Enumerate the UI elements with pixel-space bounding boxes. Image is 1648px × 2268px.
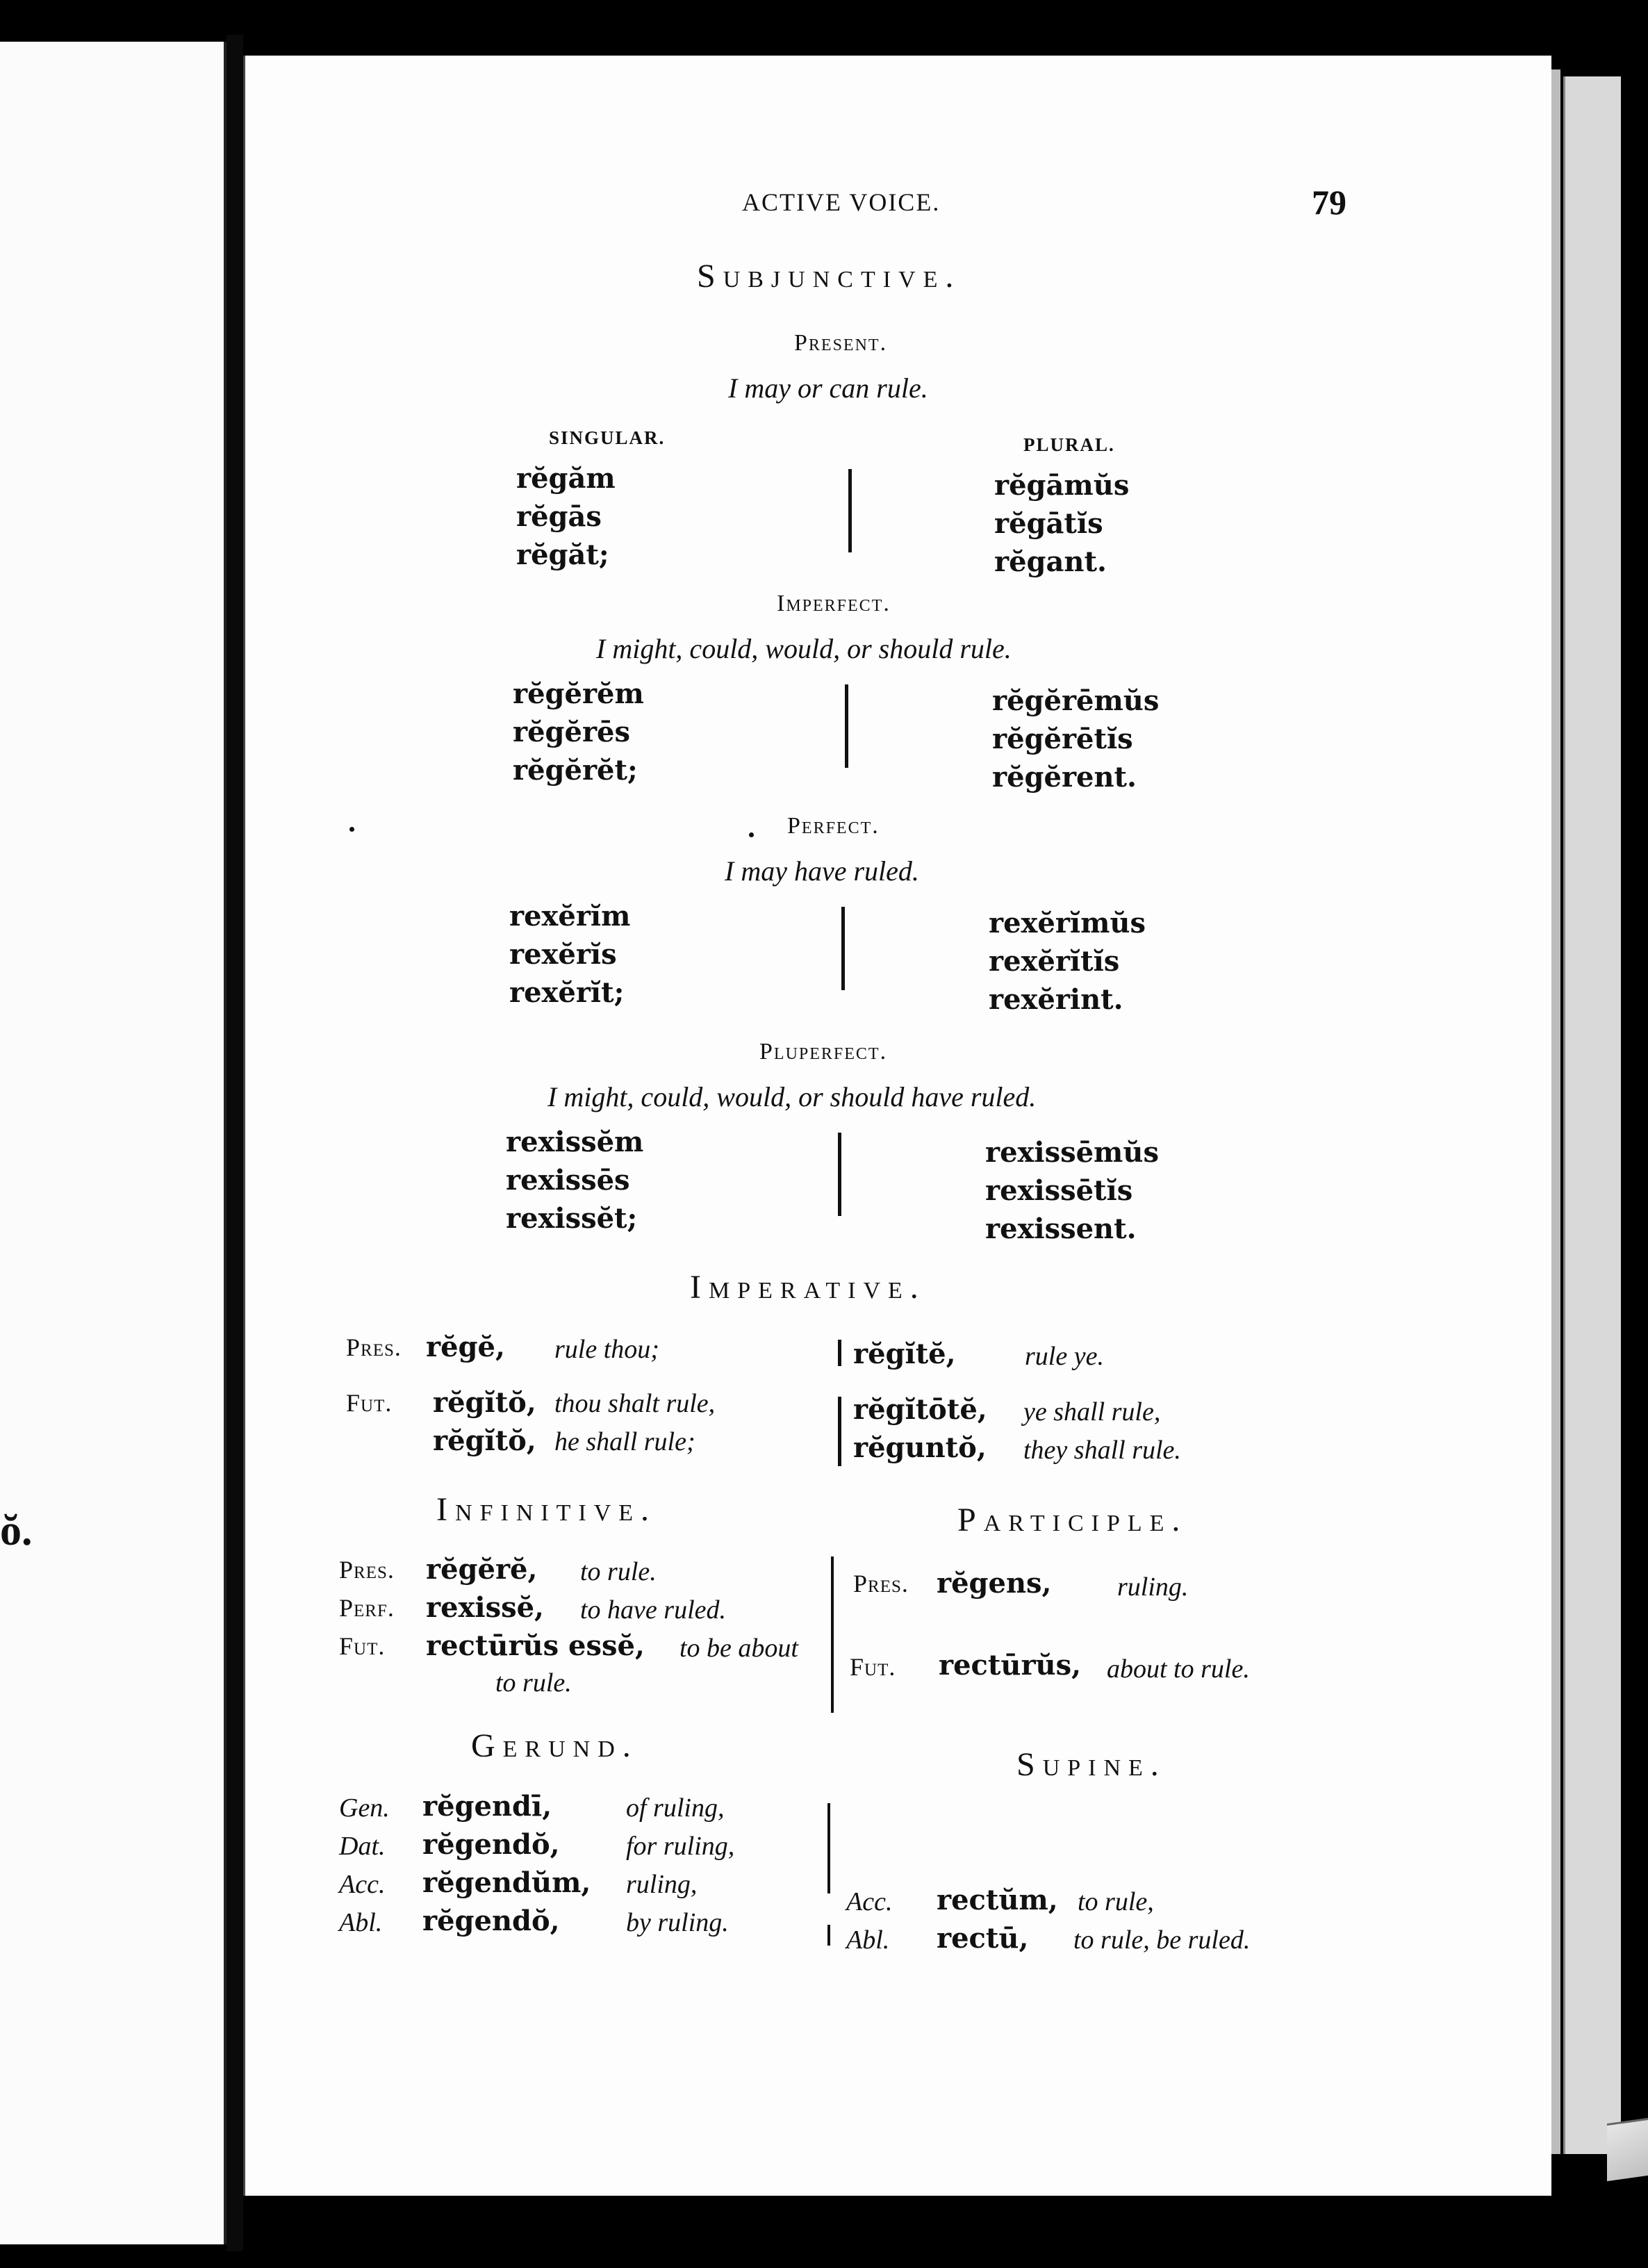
infinitive-heading: Infinitive. <box>436 1491 657 1528</box>
present-plural-2: rĕgātĭs <box>994 507 1103 540</box>
infinitive-participle-divider <box>831 1556 834 1713</box>
pluperfect-singular-3: rexissĕt; <box>506 1202 638 1235</box>
imperfect-plural-3: rĕgĕrent. <box>992 761 1137 794</box>
pluperfect-singular-1: rexissĕm <box>506 1126 644 1158</box>
imperative-pres-form: rĕgĕ, <box>426 1331 505 1363</box>
perfect-singular-3: rexĕrĭt; <box>509 976 625 1009</box>
imperative-pres-divider <box>838 1340 841 1366</box>
imperative-fut-form-1: rĕgĭtŏ, <box>433 1386 536 1419</box>
plural-column-heading: PLURAL. <box>1023 434 1115 455</box>
imperative-heading: Imperative. <box>690 1269 926 1306</box>
perfect-heading: Perfect. <box>787 813 880 839</box>
stray-mark <box>749 832 754 837</box>
imperative-fut-label: Fut. <box>346 1389 393 1417</box>
gerund-form-abl: rĕgendŏ, <box>422 1905 560 1937</box>
infinitive-fut-label: Fut. <box>339 1632 386 1660</box>
gerund-case-dat: Dat. <box>339 1832 386 1861</box>
participle-pres-gloss: ruling. <box>1117 1572 1189 1602</box>
pluperfect-heading: Pluperfect. <box>759 1039 888 1065</box>
infinitive-perf-label: Perf. <box>339 1594 395 1622</box>
gerund-case-gen: Gen. <box>339 1793 390 1823</box>
participle-fut-gloss: about to rule. <box>1107 1654 1250 1684</box>
supine-gloss-acc: to rule, <box>1078 1887 1154 1916</box>
imperative-fut-gloss-plural-2: they shall rule. <box>1023 1436 1181 1465</box>
present-singular-1: rĕgăm <box>516 462 616 495</box>
imperfect-meaning: I might, could, would, or should rule. <box>596 633 1012 664</box>
imperfect-divider <box>845 684 848 768</box>
imperative-fut-form-plural-2: rĕguntŏ, <box>853 1431 987 1464</box>
gerund-case-abl: Abl. <box>339 1908 383 1937</box>
page-edge-shadow <box>1551 69 1560 2154</box>
present-plural-3: rĕgant. <box>994 545 1107 578</box>
infinitive-pres-form: rĕgĕrĕ, <box>426 1553 538 1586</box>
imperative-fut-form-2: rĕgĭtŏ, <box>433 1424 536 1457</box>
supine-form-acc: rectŭm, <box>937 1884 1058 1916</box>
gerund-gloss-gen: of ruling, <box>626 1793 725 1823</box>
perfect-meaning: I may have ruled. <box>725 855 919 887</box>
perfect-plural-2: rexĕrĭtĭs <box>989 945 1120 978</box>
pluperfect-divider <box>838 1133 841 1216</box>
perfect-singular-1: rexĕrĭm <box>509 900 631 932</box>
present-divider <box>848 469 852 552</box>
gerund-supine-divider-lower <box>827 1925 830 1946</box>
facing-page <box>0 42 226 2244</box>
infinitive-fut-form: rectūrŭs essĕ, <box>426 1629 645 1662</box>
present-meaning: I may or can rule. <box>728 372 928 404</box>
infinitive-perf-form: rexissĕ, <box>426 1591 544 1624</box>
gerund-form-gen: rĕgendī, <box>422 1790 552 1823</box>
participle-fut-form: rectūrŭs, <box>939 1649 1082 1682</box>
infinitive-pres-gloss: to rule. <box>580 1557 657 1586</box>
imperative-fut-gloss-plural-1: ye shall rule, <box>1023 1397 1161 1427</box>
participle-heading: Participle. <box>957 1502 1188 1538</box>
supine-form-abl: rectū, <box>937 1922 1029 1955</box>
participle-fut-label: Fut. <box>850 1653 896 1681</box>
pluperfect-plural-1: rexissēmŭs <box>985 1136 1159 1169</box>
infinitive-fut-gloss-1: to be about <box>679 1634 798 1663</box>
supine-case-abl: Abl. <box>846 1925 890 1955</box>
gerund-gloss-abl: by ruling. <box>626 1908 729 1937</box>
gerund-supine-divider <box>827 1803 830 1893</box>
present-singular-2: rĕgās <box>516 500 602 533</box>
book-page <box>243 56 1551 2196</box>
imperative-fut-divider <box>838 1397 841 1466</box>
participle-pres-form: rĕgens, <box>937 1567 1052 1600</box>
pluperfect-plural-3: rexissent. <box>985 1213 1137 1245</box>
gerund-form-acc: rĕgendŭm, <box>422 1866 591 1899</box>
gerund-gloss-acc: ruling, <box>626 1870 698 1899</box>
imperative-pres-form-plural: rĕgĭtĕ, <box>853 1338 956 1370</box>
gerund-gloss-dat: for ruling, <box>626 1832 735 1861</box>
subjunctive-heading: Subjunctive. <box>697 258 962 295</box>
imperfect-singular-3: rĕgĕrĕt; <box>513 754 638 787</box>
imperative-fut-form-plural-1: rĕgĭtōtĕ, <box>853 1393 987 1426</box>
singular-column-heading: SINGULAR. <box>549 427 666 448</box>
supine-case-acc: Acc. <box>846 1887 893 1916</box>
perfect-divider <box>841 907 845 990</box>
gerund-heading: Gerund. <box>471 1727 638 1764</box>
participle-pres-label: Pres. <box>853 1570 909 1597</box>
present-heading: Present. <box>794 330 888 356</box>
page-edges <box>1563 76 1621 2154</box>
gerund-case-acc: Acc. <box>339 1870 386 1899</box>
pluperfect-plural-2: rexissētĭs <box>985 1174 1133 1207</box>
imperfect-plural-1: rĕgĕrēmŭs <box>992 684 1160 717</box>
imperfect-singular-2: rĕgĕrēs <box>513 716 630 748</box>
pluperfect-singular-2: rexissēs <box>506 1164 630 1197</box>
imperative-fut-gloss-2: he shall rule; <box>554 1427 695 1456</box>
imperative-fut-gloss-1: thou shalt rule, <box>554 1389 716 1418</box>
infinitive-pres-label: Pres. <box>339 1556 395 1584</box>
present-singular-3: rĕgăt; <box>516 539 609 571</box>
perfect-singular-2: rexĕrĭs <box>509 938 617 971</box>
imperative-pres-label: Pres. <box>346 1333 402 1361</box>
running-title: ACTIVE VOICE. <box>742 188 941 216</box>
book-gutter <box>226 35 243 2251</box>
page-number: 79 <box>1312 183 1346 222</box>
perfect-plural-3: rexĕrint. <box>989 983 1123 1016</box>
supine-gloss-abl: to rule, be ruled. <box>1073 1925 1251 1955</box>
imperfect-singular-1: rĕgĕrĕm <box>513 677 644 710</box>
infinitive-perf-gloss: to have ruled. <box>580 1595 727 1625</box>
present-plural-1: rĕgāmŭs <box>994 469 1130 502</box>
supine-heading: Supine. <box>1016 1746 1167 1783</box>
infinitive-fut-gloss-2: to rule. <box>495 1668 572 1698</box>
imperative-pres-gloss: rule thou; <box>554 1335 659 1364</box>
perfect-plural-1: rexĕrĭmŭs <box>989 907 1146 939</box>
imperative-pres-gloss-plural: rule ye. <box>1025 1342 1104 1371</box>
facing-page-fragment: ŏ. <box>0 1507 33 1554</box>
stray-mark <box>349 827 354 832</box>
gerund-form-dat: rĕgendŏ, <box>422 1828 560 1861</box>
pluperfect-meaning: I might, could, would, or should have ruled. <box>547 1081 1037 1112</box>
imperfect-heading: Imperfect. <box>777 591 891 616</box>
imperfect-plural-2: rĕgĕrētĭs <box>992 723 1133 755</box>
